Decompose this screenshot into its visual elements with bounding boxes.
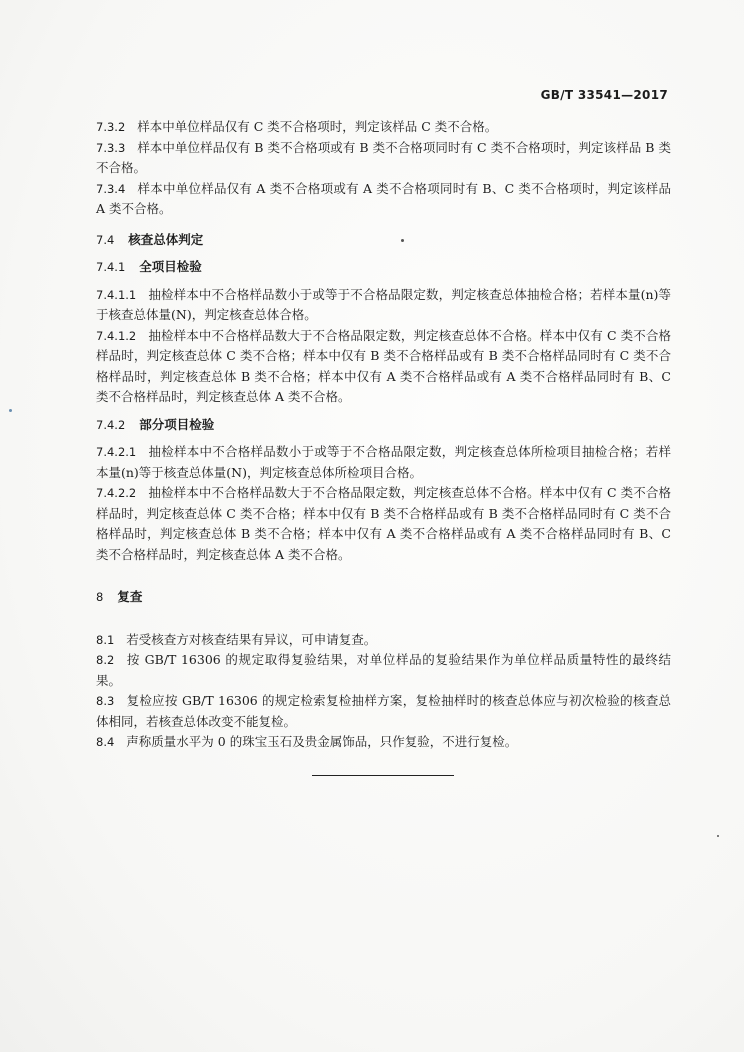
clause-number: 7.4.2.2 bbox=[96, 486, 137, 500]
clause-number: 8.1 bbox=[96, 632, 115, 647]
standard-code: GB/T 33541—2017 bbox=[540, 88, 668, 102]
clause-text: 声称质量水平为 0 的珠宝玉石及贵金属饰品，只作复验，不进行复检。 bbox=[126, 734, 518, 749]
clause-7-3-4 bbox=[96, 179, 671, 220]
clause-number: 7.4.2.1 bbox=[96, 445, 137, 459]
heading-7-4-2 bbox=[96, 415, 671, 436]
clause-number: 8.2 bbox=[96, 653, 115, 667]
clause-text: 按 GB/T 16306 的规定取得复验结果，对单位样品的复验结果作为单位样品质量特性的最终结果。 bbox=[96, 652, 671, 688]
clause-8-3 bbox=[96, 691, 671, 732]
heading-number: 7.4.2 bbox=[96, 417, 126, 432]
clause-number: 7.4.1.2 bbox=[96, 328, 137, 343]
clause-text: 抽检样本中不合格样品数小于或等于不合格品限定数，判定核查总体所检项目抽检合格；若样本量(n)等于核查总体量(N)，判定核查总体所检项目合格。 bbox=[96, 444, 671, 480]
clause-7-3-2 bbox=[96, 117, 671, 138]
heading-number: 8 bbox=[96, 590, 104, 604]
clause-7-4-2-2 bbox=[96, 483, 671, 565]
clause-number: 8.4 bbox=[96, 735, 115, 749]
clause-7-4-1-1 bbox=[96, 285, 671, 326]
end-of-document-rule bbox=[312, 775, 454, 776]
scan-speck bbox=[9, 409, 12, 412]
clause-8-2 bbox=[96, 650, 671, 691]
document-body bbox=[96, 117, 671, 753]
scan-speck bbox=[401, 239, 404, 242]
clause-7-3-3 bbox=[96, 138, 671, 179]
heading-number: 7.4.1 bbox=[96, 260, 126, 274]
heading-title: 复查 bbox=[117, 589, 143, 604]
scan-speck bbox=[717, 835, 719, 837]
clause-text: 若受核查方对核查结果有异议，可申请复查。 bbox=[126, 631, 377, 647]
clause-text: 抽检样本中不合格样品数大于不合格品限定数，判定核查总体不合格。样本中仅有 C 类不合格样品时，判定核查总体 C 类不合格；样本中仅有 B 类不合格样品或有 B 类不合格样品同时有 C 类不合格样品时，判定核查总体 B 类不合格；样本中仅有 A 类不合格样品或有 A 类不合格样品同时有 B、C 类不合格样品时，判定核查总体 A 类不合格。 bbox=[96, 327, 671, 404]
heading-title: 核查总体判定 bbox=[128, 231, 204, 247]
clause-7-4-1-2 bbox=[96, 326, 671, 408]
heading-7-4 bbox=[96, 230, 671, 251]
clause-text: 样本中单位样品仅有 B 类不合格项或有 B 类不合格项同时有 C 类不合格项时，判定该样品 B 类不合格。 bbox=[96, 139, 671, 175]
heading-number: 7.4 bbox=[96, 232, 115, 247]
clause-text: 样本中单位样品仅有 A 类不合格项或有 A 类不合格项同时有 B、C 类不合格项时，判定该样品 A 类不合格。 bbox=[96, 180, 671, 216]
clause-8-4 bbox=[96, 732, 671, 753]
clause-number: 7.3.4 bbox=[96, 181, 126, 196]
clause-text: 抽检样本中不合格样品数大于不合格品限定数，判定核查总体不合格。样本中仅有 C 类不合格样品时，判定核查总体 C 类不合格；样本中仅有 B 类不合格样品或有 B 类不合格样品同时有 C 类不合格样品时，判定核查总体 B 类不合格；样本中仅有 A 类不合格样品或有 A 类不合格样品同时有 B、C 类不合格样品时，判定核查总体 A 类不合格。 bbox=[96, 485, 671, 562]
heading-7-4-1 bbox=[96, 257, 671, 278]
clause-8-1 bbox=[96, 630, 671, 651]
clause-number: 7.3.3 bbox=[96, 140, 126, 155]
heading-title: 部分项目检验 bbox=[139, 416, 215, 432]
heading-8 bbox=[96, 587, 671, 608]
clause-number: 7.4.1.1 bbox=[96, 287, 137, 302]
clause-text: 抽检样本中不合格样品数小于或等于不合格品限定数，判定核查总体抽检合格；若样本量(n)等于核查总体量(N)，判定核查总体合格。 bbox=[96, 286, 671, 322]
clause-7-4-2-1 bbox=[96, 442, 671, 483]
clause-text: 复检应按 GB/T 16306 的规定检索复检抽样方案，复检抽样时的核查总体应与初次检验的核查总体相同，若核查总体改变不能复检。 bbox=[96, 693, 671, 729]
clause-number: 8.3 bbox=[96, 694, 115, 708]
heading-title: 全项目检验 bbox=[139, 259, 202, 274]
clause-text: 样本中单位样品仅有 C 类不合格项时，判定该样品 C 类不合格。 bbox=[137, 119, 498, 134]
clause-number: 7.3.2 bbox=[96, 120, 126, 134]
